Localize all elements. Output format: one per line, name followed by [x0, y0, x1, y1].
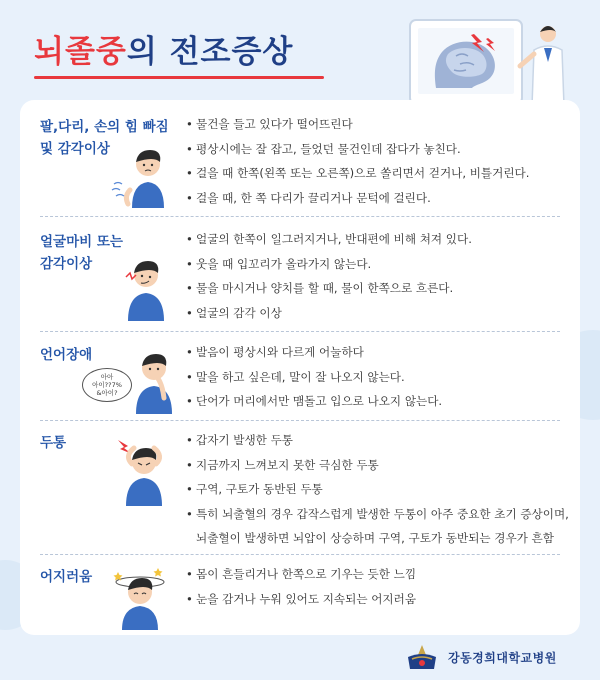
dizziness-person-icon: [108, 564, 172, 630]
speech-difficulty-person-icon: [126, 348, 182, 414]
hospital-logo-footer: [402, 642, 592, 672]
symptom-section: [20, 428, 580, 554]
page-title: [34, 26, 293, 71]
symptom-list: [186, 227, 472, 325]
section-category: 어지러움: [40, 569, 93, 585]
symptom-section: [20, 562, 580, 632]
list-item: • 눈을 감거나 누워 있어도 지속되는 어지러움: [186, 591, 417, 606]
list-item: • 발음이 평상시와 다르게 어눌하다: [186, 345, 364, 359]
title-underline: [34, 76, 324, 79]
list-item: • 갑자기 발생한 두통: [186, 433, 293, 447]
symptom-list: [186, 562, 416, 611]
list-item: • 구역, 구토가 동반된 두통: [186, 482, 323, 496]
list-item: • 물을 마시거나 양치를 할 때, 물이 한쪽으로 흐른다.: [186, 281, 454, 295]
symptom-section: [20, 340, 580, 420]
list-item: • 걸을 때 한쪽(왼쪽 또는 오른쪽)으로 쏠리면서 걷거나, 비틀거린다.: [186, 166, 530, 180]
list-item: • 지금까지 느껴보지 못한 극심한 두통: [186, 457, 379, 472]
speech-bubble: 아아 아이??7% &아이?: [82, 368, 132, 402]
title-rest: 의 전조증상: [126, 34, 294, 70]
symptom-section: [20, 225, 580, 325]
list-item: • 얼굴의 감각 이상: [186, 305, 282, 320]
headache-person-icon: [112, 436, 172, 506]
section-divider: [40, 216, 560, 217]
list-item: • 걸을 때, 한 쪽 다리가 끌리거나 문턱에 걸린다.: [186, 190, 431, 205]
list-item: • 말을 하고 싶은데, 말이 잘 나오지 않는다.: [186, 369, 405, 384]
symptom-section: [20, 110, 580, 215]
section-category: 팔,다리, 손의 힘 빠짐 및 감각이상: [40, 119, 169, 157]
section-category: 두통: [40, 435, 67, 451]
list-item: • 얼굴의 한쪽이 일그러지거나, 반대편에 비해 쳐져 있다.: [186, 232, 472, 246]
title-highlight: 뇌졸중: [34, 34, 127, 70]
section-divider: [40, 331, 560, 332]
list-item: • 평상시에는 잘 잡고, 들었던 물건인데 잡다가 놓친다.: [186, 141, 461, 156]
list-item-continuation: 뇌출혈이 발생하면 뇌압이 상승하며 구역, 구토가 동반되는 경우가 흔함: [196, 531, 554, 545]
facial-droop-person-icon: [116, 255, 176, 321]
list-item: • 물건을 들고 있다가 떨어뜨린다: [186, 117, 353, 131]
symptom-list: [186, 428, 569, 551]
section-category: 얼굴마비 또는 감각이상: [40, 234, 123, 272]
list-item: • 몸이 흔들리거나 한쪽으로 기우는 듯한 느낌: [186, 567, 417, 581]
list-item: • 특히 뇌출혈의 경우 갑작스럽게 발생한 두통이 아주 중요한 초기 증상이며,: [186, 506, 569, 521]
section-category: 언어장애: [40, 347, 93, 363]
arm-weakness-person-icon: [108, 144, 178, 208]
list-item: • 단어가 머리에서만 맴돌고 입으로 나오지 않는다.: [186, 394, 443, 408]
section-divider: [40, 554, 560, 555]
brain-monitor-doctor-illustration: [404, 18, 574, 108]
list-item: • 웃을 때 입꼬리가 올라가지 않는다.: [186, 256, 372, 271]
symptom-list: [186, 112, 529, 210]
hospital-name: 강동경희대학교병원: [448, 650, 557, 665]
section-divider: [40, 420, 560, 421]
hospital-emblem-icon: [402, 643, 442, 671]
symptom-list: [186, 340, 442, 414]
